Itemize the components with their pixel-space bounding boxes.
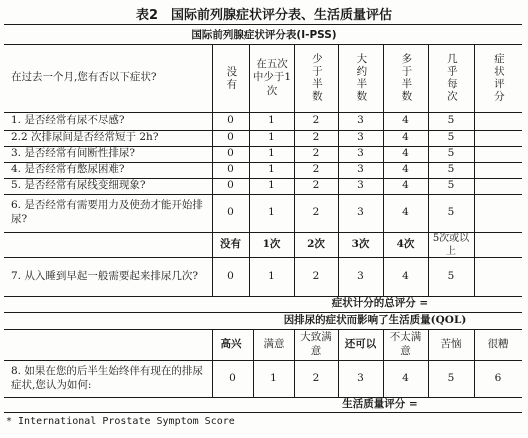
rule: [4, 397, 522, 398]
score-cell: 5: [447, 179, 455, 192]
score-cell: 3: [357, 147, 364, 160]
nocturia-header-5-plus: 5次或以上: [432, 232, 470, 257]
question-6: 6. 是否经常有需要用力及使劲才能开始排尿?: [11, 199, 203, 225]
score-cell: 0: [227, 269, 234, 282]
score-cell: 2: [312, 371, 320, 384]
score-cell: 0: [229, 371, 236, 384]
score-cell: 1: [268, 179, 275, 192]
header-none: 没有: [225, 65, 238, 91]
qol-total-label: 生活质量评分 =: [342, 397, 418, 410]
score-cell: 4: [402, 131, 409, 144]
score-cell: 4: [402, 371, 409, 384]
score-cell: 6: [494, 371, 502, 384]
score-cell: 3: [357, 114, 364, 127]
score-cell: 1: [268, 147, 275, 160]
footnote: * International Prostate Symptom Score: [6, 416, 235, 427]
score-cell: 1: [268, 163, 275, 176]
score-cell: 0: [227, 179, 234, 192]
page-title: 表2 国际前列腺症状评分表、生活质量评估: [135, 8, 393, 23]
score-cell: 0: [227, 131, 234, 144]
header-less-than-half: 少于半数: [310, 53, 323, 103]
qol-header-pleased: 满意: [263, 337, 285, 350]
question-2: 2.2 次排尿间是否经常短于 2h?: [11, 131, 159, 144]
qol-header-terrible: 很糟: [487, 337, 509, 350]
score-cell: 1: [268, 206, 275, 219]
score-cell: 4: [402, 114, 409, 127]
score-cell: 5: [447, 147, 455, 160]
header-almost-always: 几乎每次: [445, 53, 458, 103]
score-cell: 3: [357, 131, 364, 144]
rule: [4, 412, 522, 413]
qol-header-unhappy: 苦恼: [440, 337, 462, 350]
score-cell: 5: [447, 269, 455, 282]
qol-header-delighted: 高兴: [220, 337, 242, 350]
score-cell: 2: [312, 147, 320, 160]
header-about-half: 大约半数: [355, 53, 368, 103]
score-cell: 1: [268, 269, 275, 282]
nocturia-header-2: 2次: [307, 237, 325, 250]
score-cell: 5: [447, 131, 455, 144]
question-4: 4. 是否经常有憋尿困难?: [11, 163, 125, 176]
score-cell: 0: [227, 163, 234, 176]
score-cell: 1: [270, 371, 277, 384]
score-cell: 5: [447, 163, 455, 176]
score-cell: 3: [357, 179, 364, 192]
score-cell: 5: [447, 206, 455, 219]
score-cell: 4: [402, 269, 409, 282]
question-8: 8. 如果在您的后半生始终伴有现在的排尿症状,您认为如何:: [11, 364, 203, 391]
score-cell: 4: [402, 163, 409, 176]
score-cell: 0: [227, 114, 234, 127]
score-cell: 4: [402, 147, 409, 160]
nocturia-header-none: 没有: [220, 237, 241, 250]
score-cell: 1: [268, 131, 275, 144]
score-cell: 2: [312, 179, 320, 192]
table-top-rule: [4, 24, 522, 25]
question-5: 5. 是否经常有尿线变细现象?: [11, 179, 146, 192]
score-cell: 4: [402, 179, 409, 192]
question-header: 在过去一个月,您有否以下症状?: [11, 71, 157, 84]
score-cell: 3: [357, 269, 364, 282]
header-symptom-score: 症状评分: [492, 53, 505, 103]
nocturia-header-4: 4次: [396, 237, 415, 250]
score-cell: 2: [312, 163, 320, 176]
score-cell: 5: [447, 371, 455, 384]
score-cell: 2: [312, 206, 320, 219]
score-cell: 3: [357, 371, 364, 384]
score-cell: 0: [227, 206, 234, 219]
score-cell: 2: [312, 114, 320, 127]
score-cell: 3: [357, 206, 364, 219]
score-cell: 1: [268, 114, 275, 127]
qol-title: 因排尿的症状而影响了生活质量(QOL): [283, 313, 467, 326]
question-7: 7. 从入睡到早起一般需要起来排尿几次?: [11, 269, 198, 282]
score-cell: 2: [312, 131, 320, 144]
score-cell: 2: [312, 269, 320, 282]
qol-header-mixed: 还可以: [344, 337, 377, 350]
score-cell: 4: [402, 206, 409, 219]
score-cell: 5: [447, 114, 455, 127]
nocturia-header-3: 3次: [351, 237, 370, 250]
score-cell: 0: [227, 147, 234, 160]
qol-header-mostly-dissatisfied: 不太满意: [389, 330, 422, 357]
table-title: 国际前列腺症状评分表(I-PSS): [191, 29, 337, 41]
score-cell: 3: [357, 163, 364, 176]
question-3: 3. 是否经常有间断性排尿?: [11, 147, 135, 160]
nocturia-header-1: 1次: [262, 237, 281, 250]
symptom-total-label: 症状计分的总评分 =: [331, 297, 429, 310]
qol-header-mostly-satisfied: 大致满意: [300, 330, 332, 357]
header-more-than-half: 多于半数: [400, 53, 413, 103]
question-1: 1. 是否经常有尿不尽感?: [11, 114, 125, 127]
header-less-than-1-in-5: 在五次中少于1次: [252, 57, 292, 97]
